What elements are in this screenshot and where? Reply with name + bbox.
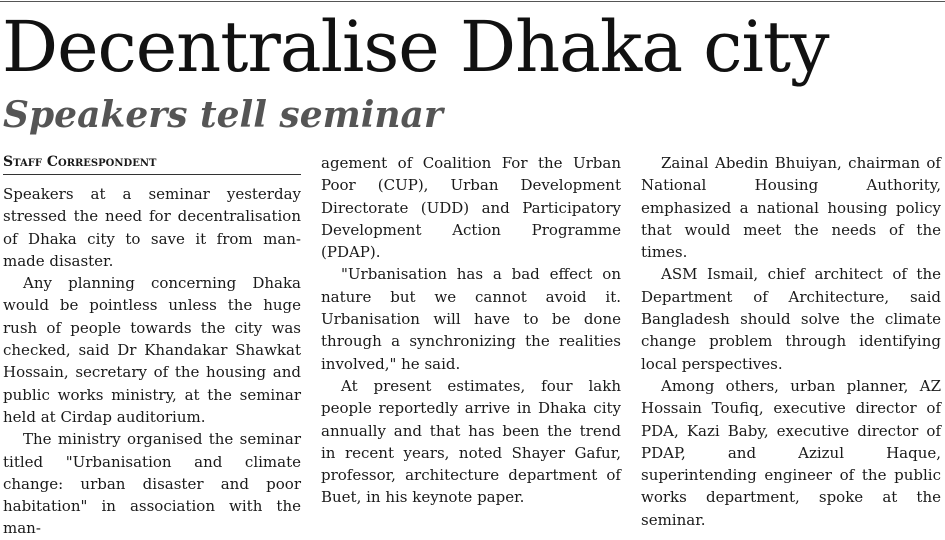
paragraph: The ministry organised the seminar titled "Urbanisation and climate change: urban disaster and poor habitation" in association with the man- (3, 430, 301, 538)
article-column-2 (321, 152, 621, 509)
paragraph: Any planning concerning Dhaka would be pointless unless the huge rush of people towards the city was checked, said Dr Khandakar Shawkat Hossain, secretary of the housing and public works ministry, at the seminar held at Cirdap auditorium. (3, 274, 301, 426)
paragraph: ASM Ismail, chief architect of the Department of Architecture, said Bangladesh should solve the climate change problem through identifying local perspectives. (641, 265, 941, 373)
paragraph: Speakers at a seminar yesterday stressed the need for decentralisation of Dhaka city to save it from man-made disaster. (3, 185, 301, 270)
subheadline: Speakers tell seminar (3, 94, 443, 136)
paragraph: "Urbanisation has a bad effect on nature but we cannot avoid it. Urbanisation will have to be done through a synchronizing the realities involved," he said. (321, 265, 621, 373)
paragraph: Among others, urban planner, AZ Hossain Toufiq, executive director of PDA, Kazi Baby, executive director of PDAP, and Azizul Haque, superintending engineer of the public works department, spoke at the seminar. (641, 376, 941, 529)
paragraph: Zainal Abedin Bhuiyan, chairman of National Housing Authority, emphasized a national housing policy that would meet the needs of the times. (641, 154, 941, 262)
article-column-1 (3, 152, 301, 540)
paragraph: agement of Coalition For the Urban Poor (CUP), Urban Development Directorate (UDD) and Participatory Development Action Programme (PDAP). (321, 154, 621, 262)
byline: Staff Correspondent (3, 152, 301, 175)
headline: Decentralise Dhaka city (2, 6, 829, 88)
top-rule (0, 1, 945, 2)
paragraph: At present estimates, four lakh people reportedly arrive in Dhaka city annually and that has been the trend in recent years, noted Shayer Gafur, professor, architecture department of Buet, in his keynote paper. (321, 376, 621, 507)
article-column-3 (641, 152, 941, 531)
